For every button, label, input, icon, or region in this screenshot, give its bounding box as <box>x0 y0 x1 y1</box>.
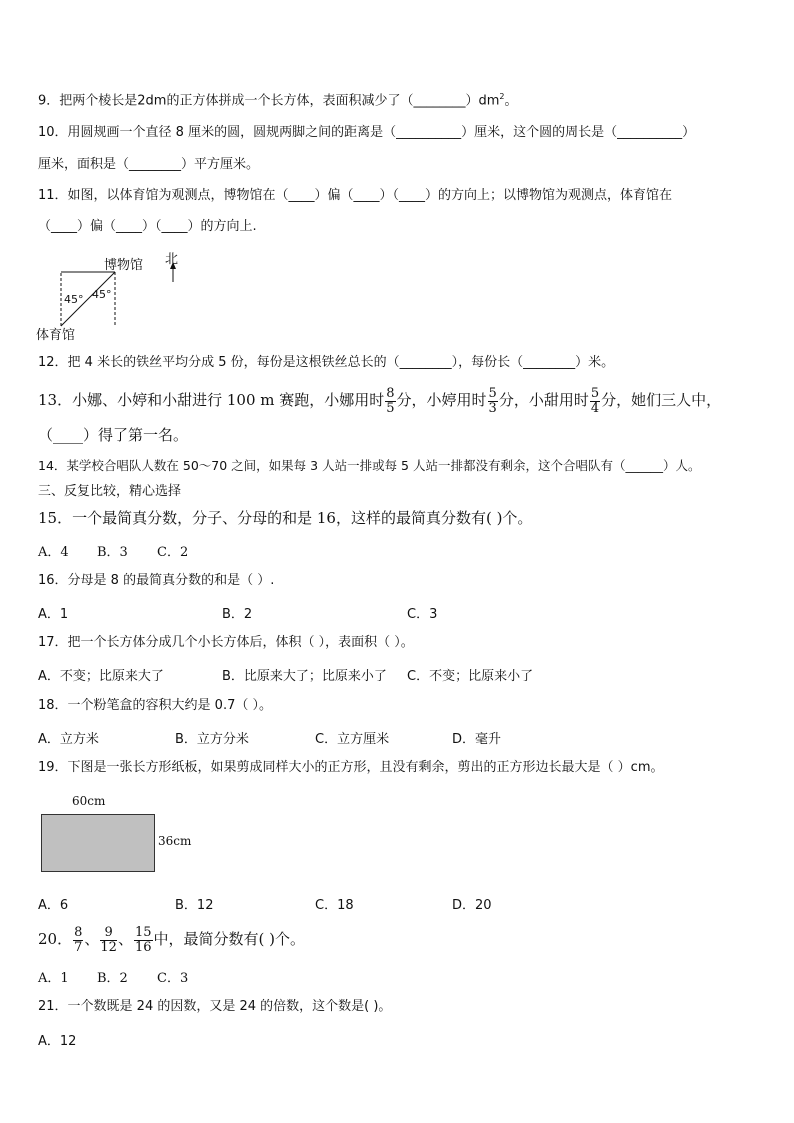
denominator: 4 <box>590 400 600 416</box>
question-13-line-1 <box>38 386 721 416</box>
fraction-5-3 <box>488 387 498 416</box>
question-9-tail: 。 <box>504 93 518 109</box>
question-11-line-2: （____）偏（____）（____）的方向上. <box>38 219 257 234</box>
denominator: 12 <box>100 939 117 955</box>
rect-height-label: 36cm <box>158 834 192 848</box>
q13-part-1: 13．小娜、小婷和小甜进行 100 m 赛跑，小娜用时 <box>38 391 385 409</box>
museum-label: 博物馆 <box>104 258 144 273</box>
q19-option-c[interactable]: C．18 <box>315 898 354 913</box>
q20-option-b[interactable]: B．2 <box>97 971 128 986</box>
numerator: 8 <box>386 385 395 401</box>
q16-option-c[interactable]: C．3 <box>407 607 438 622</box>
denominator: 16 <box>134 939 152 955</box>
q21-option-a[interactable]: A．12 <box>38 1034 77 1049</box>
q18-option-a[interactable]: A．立方米 <box>38 732 99 747</box>
question-18: 18．一个粉笔盒的容积大约是 0.7（ ）。 <box>38 698 272 713</box>
question-10-line-1: 10．用圆规画一个直径 8 厘米的圆，圆规两脚之间的距离是（__________）厘米，这个圆的周长是（__________） <box>38 125 696 140</box>
question-13-line-2: （____）得了第一名。 <box>38 426 189 444</box>
question-15: 15．一个最简真分数，分子、分母的和是 16，这样的最简真分数有( )个。 <box>38 509 533 527</box>
q19-option-d[interactable]: D．20 <box>452 898 492 913</box>
question-21: 21．一个数既是 24 的因数，又是 24 的倍数，这个数是( )。 <box>38 999 392 1014</box>
numerator: 5 <box>488 385 497 401</box>
q18-option-b[interactable]: B．立方分米 <box>175 732 249 747</box>
q20-option-a[interactable]: A．1 <box>38 971 69 986</box>
question-19: 19．下图是一张长方形纸板，如果剪成同样大小的正方形，且没有剩余，剪出的正方形边长最大是（ ）cm。 <box>38 760 664 775</box>
q17-option-a[interactable]: A．不变；比原来大了 <box>38 669 164 684</box>
q13-part-2: 分，小婷用时 <box>396 391 487 409</box>
q13-part-4: 分，她们三人中， <box>601 391 722 409</box>
q15-option-c[interactable]: C．2 <box>157 545 189 560</box>
q19-option-a[interactable]: A．6 <box>38 898 69 913</box>
angle-label-gym: 45° <box>64 293 84 306</box>
direction-figure <box>36 246 196 342</box>
question-14: 14．某学校合唱队人数在 50～70 之间，如果每 3 人站一排或每 5 人站一排都没有剩余，这个合唱队有（______）人。 <box>38 458 701 473</box>
q17-option-c[interactable]: C．不变；比原来小了 <box>407 669 534 684</box>
q17-option-b[interactable]: B．比原来大了；比原来小了 <box>222 669 387 684</box>
question-12: 12．把 4 米长的铁丝平均分成 5 份，每份是这根铁丝总长的（________），每份长（________）米。 <box>38 355 615 370</box>
q16-option-b[interactable]: B．2 <box>222 607 253 622</box>
q16-option-a[interactable]: A．1 <box>38 607 69 622</box>
numerator: 8 <box>74 924 83 940</box>
numerator: 9 <box>100 926 117 941</box>
question-9 <box>38 88 517 110</box>
fraction-8-7 <box>73 926 83 955</box>
separator: 、 <box>117 930 133 948</box>
fraction-8-5 <box>385 387 395 416</box>
q18-option-c[interactable]: C．立方厘米 <box>315 732 390 747</box>
north-label: 北 <box>165 252 179 267</box>
fraction-5-4 <box>590 387 600 416</box>
angle-label-museum: 45° <box>92 288 112 301</box>
q20-tail: 中，最简分数有( )个。 <box>153 930 305 948</box>
denominator: 3 <box>488 400 497 416</box>
rect-width-label: 60cm <box>72 794 106 808</box>
denominator: 7 <box>74 939 83 955</box>
question-9-text: 9．把两个棱长是2dm的正方体拼成一个长方体，表面积减少了（________）dm <box>38 93 500 109</box>
q19-option-b[interactable]: B．12 <box>175 898 214 913</box>
question-10-line-2: 厘米，面积是（________）平方厘米。 <box>38 157 260 172</box>
numerator: 15 <box>134 924 152 940</box>
question-20 <box>38 924 305 955</box>
denominator: 5 <box>386 400 395 416</box>
q15-option-a[interactable]: A．4 <box>38 545 69 560</box>
q15-option-b[interactable]: B．3 <box>97 545 128 560</box>
question-16: 16．分母是 8 的最简真分数的和是（ ）. <box>38 573 275 588</box>
question-17: 17．把一个长方体分成几个小长方体后，体积（ ），表面积（ ）。 <box>38 635 414 650</box>
section-3-heading: 三、反复比较，精心选择 <box>38 484 182 499</box>
separator: 、 <box>84 930 100 948</box>
numerator: 5 <box>590 385 600 401</box>
q20-prefix: 20． <box>38 930 73 948</box>
fraction-9-12 <box>100 926 117 955</box>
question-11-line-1: 11．如图，以体育馆为观测点，博物馆在（____）偏（____）（____）的方向上；以博物馆为观测点，体育馆在 <box>38 188 673 203</box>
cardboard-rectangle <box>41 814 155 872</box>
q20-option-c[interactable]: C．3 <box>157 971 189 986</box>
superscript: 2 <box>499 92 505 101</box>
q18-option-d[interactable]: D．毫升 <box>452 732 502 747</box>
gym-label: 体育馆 <box>36 328 76 343</box>
q13-part-3: 分，小甜用时 <box>498 391 589 409</box>
fraction-15-16 <box>134 926 153 955</box>
